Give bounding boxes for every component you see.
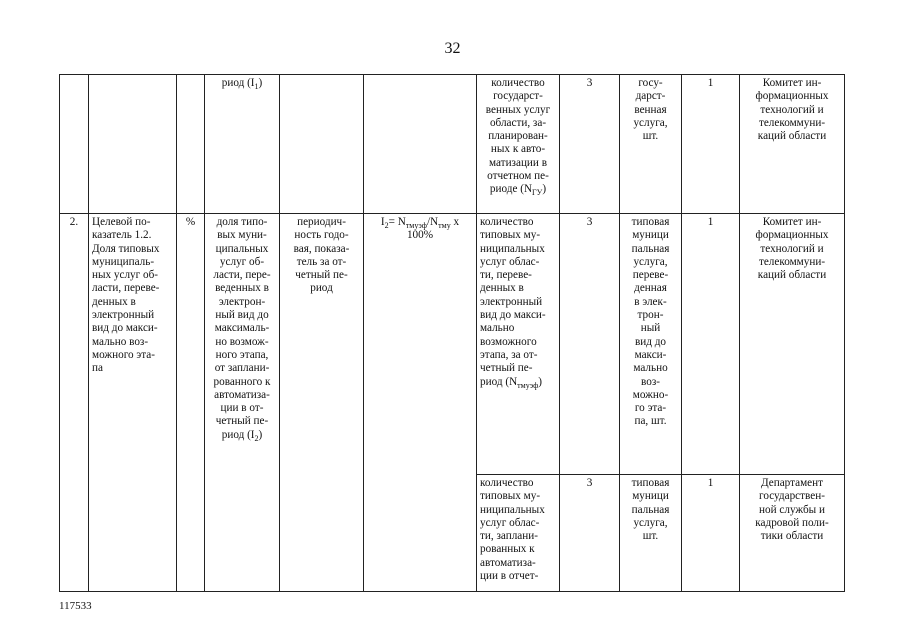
definition-text: доля типо- вых муни- ципальных услуг об- ласти, пере- веденных в электрон- ный вид до максималь- но возмож- ного этапа, от заплани- рованного к автоматиза- ции в от- четный пе- риод (I xyxy=(213,216,271,441)
formula-part: I xyxy=(380,216,385,228)
definition-end: ) xyxy=(258,428,263,441)
table-row xyxy=(60,214,845,475)
page-number: 32 xyxy=(444,40,461,57)
base-indicator-text: количество государст- венных услуг области, за- планирован- ных к авто- матизации в отчетном пе- риоде (N xyxy=(485,77,551,196)
periodicity-text: периодич- ность годо- вая, показа- тель за от- четный пе- риод xyxy=(293,216,350,295)
base-indicator-subscript: тмуэф xyxy=(517,380,539,390)
definition-subscript: 2 xyxy=(254,433,259,443)
table-row xyxy=(60,75,845,214)
base-indicator-cell xyxy=(477,214,560,475)
responsible-cell xyxy=(740,214,845,475)
base-indicator-cell xyxy=(477,75,560,214)
formula-part: = N xyxy=(388,216,406,228)
responsible-text: Комитет ин- формационных технологий и телекоммуни- каций области xyxy=(755,216,829,282)
row-number-cell xyxy=(60,75,89,214)
responsible-number-cell: 1 xyxy=(682,75,740,214)
base-indicator-end: ) xyxy=(542,183,547,196)
formula-subscript: тмуэф xyxy=(405,221,427,230)
base-indicator-end: ) xyxy=(538,375,543,388)
responsible-cell xyxy=(740,475,845,592)
indicator-table xyxy=(59,74,845,592)
definition-cell xyxy=(205,214,280,592)
formula-part: x 100% xyxy=(406,216,460,242)
definition-cell xyxy=(205,75,280,214)
base-unit-text: типовая муници пальная услуга, шт. xyxy=(631,477,670,543)
formula-cell xyxy=(364,75,477,214)
base-unit-cell xyxy=(620,475,682,592)
responsible-number-cell: 1 xyxy=(682,475,740,592)
indicator-name-cell xyxy=(89,75,177,214)
base-indicator-text: количество типовых му- ниципальных услуг облас- ти, переве- денных в электронный вид до макси- мально возможного этапа, за от- четный пе- риод (N xyxy=(480,216,546,388)
formula-cell xyxy=(364,214,477,592)
responsible-text: Департамент государствен- ной службы и кадровой поли- тики области xyxy=(755,477,829,543)
periodicity-cell xyxy=(280,75,364,214)
definition-subscript: 1 xyxy=(254,82,259,91)
responsible-cell xyxy=(740,75,845,214)
footer-code: 117533 xyxy=(59,600,92,612)
base-unit-cell xyxy=(620,214,682,475)
indicator-name-cell xyxy=(89,214,177,592)
source-cell: 3 xyxy=(560,214,620,475)
base-indicator-text: количество типовых му- ниципальных услуг облас- ти, заплани- рованных к автоматиза- ции в отчет- xyxy=(480,477,545,583)
indicator-name-text: Целевой по- казатель 1.2. Доля типовых муниципаль- ных услуг об- ласти, переве- денных в электронный вид до макси- мально воз- можного эта- па xyxy=(92,216,160,375)
unit-cell xyxy=(177,75,205,214)
source-cell: 3 xyxy=(560,475,620,592)
formula-subscript: тму xyxy=(438,221,451,230)
base-indicator-cell xyxy=(477,475,560,592)
formula-subscript: 2 xyxy=(384,221,389,230)
base-indicator-subscript: ГУ xyxy=(532,188,543,198)
definition-text: риод (I xyxy=(221,77,255,89)
base-unit-cell xyxy=(620,75,682,214)
row-number-cell: 2. xyxy=(60,214,89,592)
base-unit-text: госу- дарст- венная услуга, шт. xyxy=(633,77,668,143)
source-cell: 3 xyxy=(560,75,620,214)
unit-cell: % xyxy=(177,214,205,592)
responsible-text: Комитет ин- формационных технологий и телекоммуни- каций области xyxy=(755,77,829,143)
formula-part: /N xyxy=(426,216,439,228)
periodicity-cell xyxy=(280,214,364,592)
responsible-number-cell: 1 xyxy=(682,214,740,475)
base-unit-text: типовая муници пальная услуга, переве- денная в элек- трон- ный вид до макси- мально воз- можно- го эта- па, шт. xyxy=(631,216,670,428)
definition-end: ) xyxy=(258,77,263,89)
